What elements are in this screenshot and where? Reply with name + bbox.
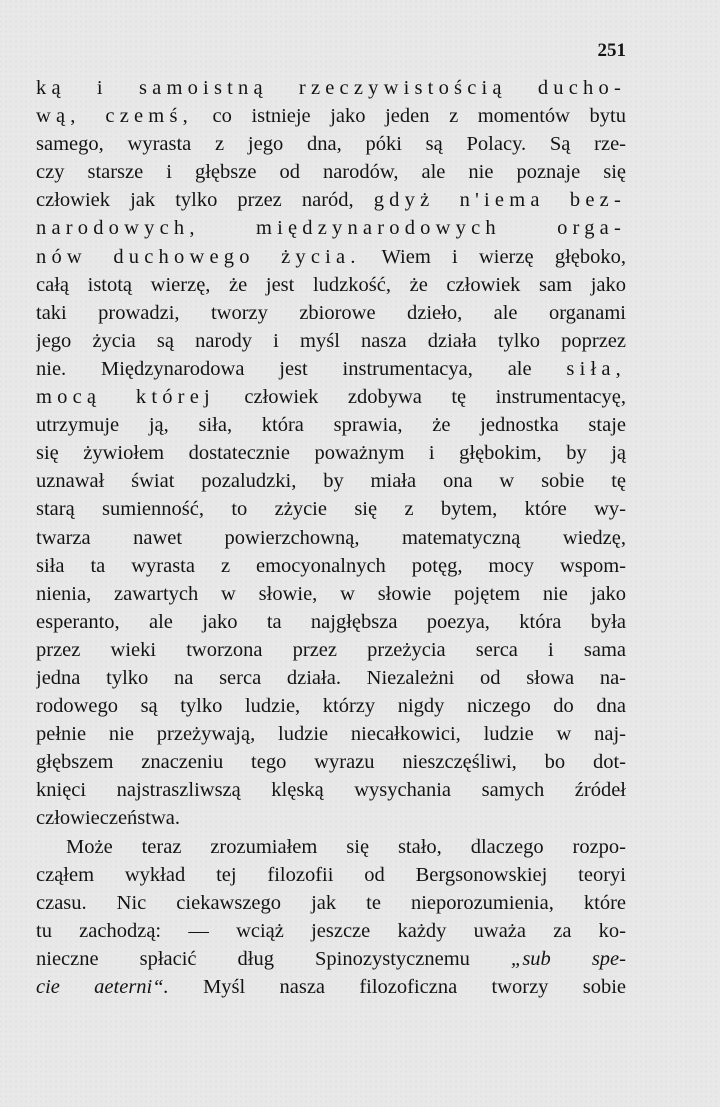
text-line <box>36 720 626 748</box>
text-segment: esperanto, ale jako ta najgłębsza poezya, która była <box>36 610 626 633</box>
text-segment: nieczne spłacić dług Spinozystycznemu <box>36 947 511 970</box>
text-line <box>36 299 626 327</box>
text-line <box>36 467 626 495</box>
text-line <box>36 608 626 636</box>
page-number: 251 <box>597 40 626 61</box>
spaced-emphasis-text: ką i samoistną rzeczywistością ducho- <box>36 77 626 99</box>
text-segment: nie. Międzynarodowa jest instrumentacya, ale <box>36 357 567 380</box>
text-line <box>36 243 626 271</box>
text-line <box>36 917 626 945</box>
text-line <box>36 580 626 608</box>
text-line <box>36 889 626 917</box>
text-line <box>36 186 626 214</box>
italic-text: „sub spe- <box>510 947 626 970</box>
text-segment: jego życia są narody i myśl nasza działa tylko poprzez <box>36 329 626 352</box>
text-line <box>36 833 626 861</box>
text-line <box>36 327 626 355</box>
text-line <box>36 776 626 804</box>
text-line <box>36 74 626 102</box>
text-segment: jedna tylko na serca działa. Niezależni od słowa na- <box>36 666 626 689</box>
text-segment: Wiem i wierzę głęboko, <box>360 245 626 268</box>
text-line <box>36 973 626 1001</box>
text-segment: człowiek jak tylko przez naród, <box>36 189 374 212</box>
text-segment: tu zachodzą: — wciąż jeszcze każdy uważa za ko- <box>36 919 626 942</box>
text-segment: przez wieki tworzona przez przeżycia serca i sama <box>36 638 626 661</box>
text-line <box>36 271 626 299</box>
text-line <box>36 214 626 242</box>
spaced-emphasis-text: nów duchowego życia. <box>36 245 361 268</box>
spaced-emphasis-text: wą, czemś, <box>36 105 193 128</box>
body-text <box>36 74 626 1001</box>
text-segment: pełnie nie przeżywają, ludzie niecałkowici, ludzie w naj- <box>36 723 626 746</box>
text-line <box>36 383 626 411</box>
text-segment: samego, wyrasta z jego dna, póki są Polacy. Są rze- <box>36 133 626 156</box>
spaced-emphasis-text: mocą której <box>36 386 215 409</box>
text-segment: starą sumienność, to zżycie się z bytem, które wy- <box>36 498 626 521</box>
text-segment: człowieczeństwa. <box>36 807 180 830</box>
text-line <box>36 102 626 130</box>
text-segment: uznawał świat pozaludzki, by miała ona w sobie tę <box>36 470 626 493</box>
text-segment: człowiek zdobywa tę instrumentacyę, <box>214 386 626 409</box>
text-segment: czasu. Nic ciekawszego jak te nieporozumienia, które <box>36 891 626 914</box>
text-segment: Myśl nasza filozoficzna tworzy sobie <box>168 976 626 998</box>
text-line <box>36 524 626 552</box>
text-segment: cząłem wykład tej filozofii od Bergsonowskiej teoryi <box>36 863 626 886</box>
text-line <box>36 355 626 383</box>
text-line <box>36 411 626 439</box>
text-segment: całą istotą wierzę, że jest ludzkość, że człowiek sam jako <box>36 273 626 296</box>
text-segment: Może teraz zrozumiałem się stało, dlaczego rozpo- <box>66 835 626 858</box>
text-segment: taki prowadzi, tworzy zbiorowe dzieło, ale organami <box>36 301 626 324</box>
spaced-emphasis-text: gdyż n'iema bez- <box>373 189 626 212</box>
spaced-emphasis-text: narodowych, międzynarodowych orga- <box>36 217 626 240</box>
text-segment: co istnieje jako jeden z momentów bytu <box>192 105 626 128</box>
text-segment: nienia, zawartych w słowie, w słowie pojętem nie jako <box>36 582 626 605</box>
text-segment: twarza nawet powierzchowną, matematyczną wiedzę, <box>36 526 626 549</box>
text-segment: rodowego są tylko ludzie, którzy nigdy niczego do dna <box>36 695 626 718</box>
text-line <box>36 861 626 889</box>
text-line <box>36 664 626 692</box>
text-line <box>36 804 626 832</box>
text-segment: knięci najstraszliwszą klęską wysychania samych źródeł <box>36 779 626 802</box>
text-segment: czy starsze i głębsze od narodów, ale nie poznaje się <box>36 161 626 184</box>
text-line <box>36 692 626 720</box>
italic-text: cie aeterni“. <box>36 976 169 998</box>
text-line <box>36 130 626 158</box>
text-segment: siła ta wyrasta z emocyonalnych potęg, mocy wspom- <box>36 554 626 577</box>
text-line <box>36 439 626 467</box>
spaced-emphasis-text: siła, <box>566 357 626 380</box>
text-line <box>36 495 626 523</box>
text-segment: utrzymuje ją, siła, która sprawia, że jednostka staje <box>36 414 626 437</box>
text-segment: się żywiołem dostatecznie poważnym i głębokim, by ją <box>36 442 626 465</box>
text-line <box>36 552 626 580</box>
text-line <box>36 748 626 776</box>
text-line <box>36 158 626 186</box>
text-segment: głębszem znaczeniu tego wyrazu nieszczęśliwi, bo dot- <box>36 751 626 774</box>
text-line <box>36 945 626 973</box>
text-line <box>36 636 626 664</box>
